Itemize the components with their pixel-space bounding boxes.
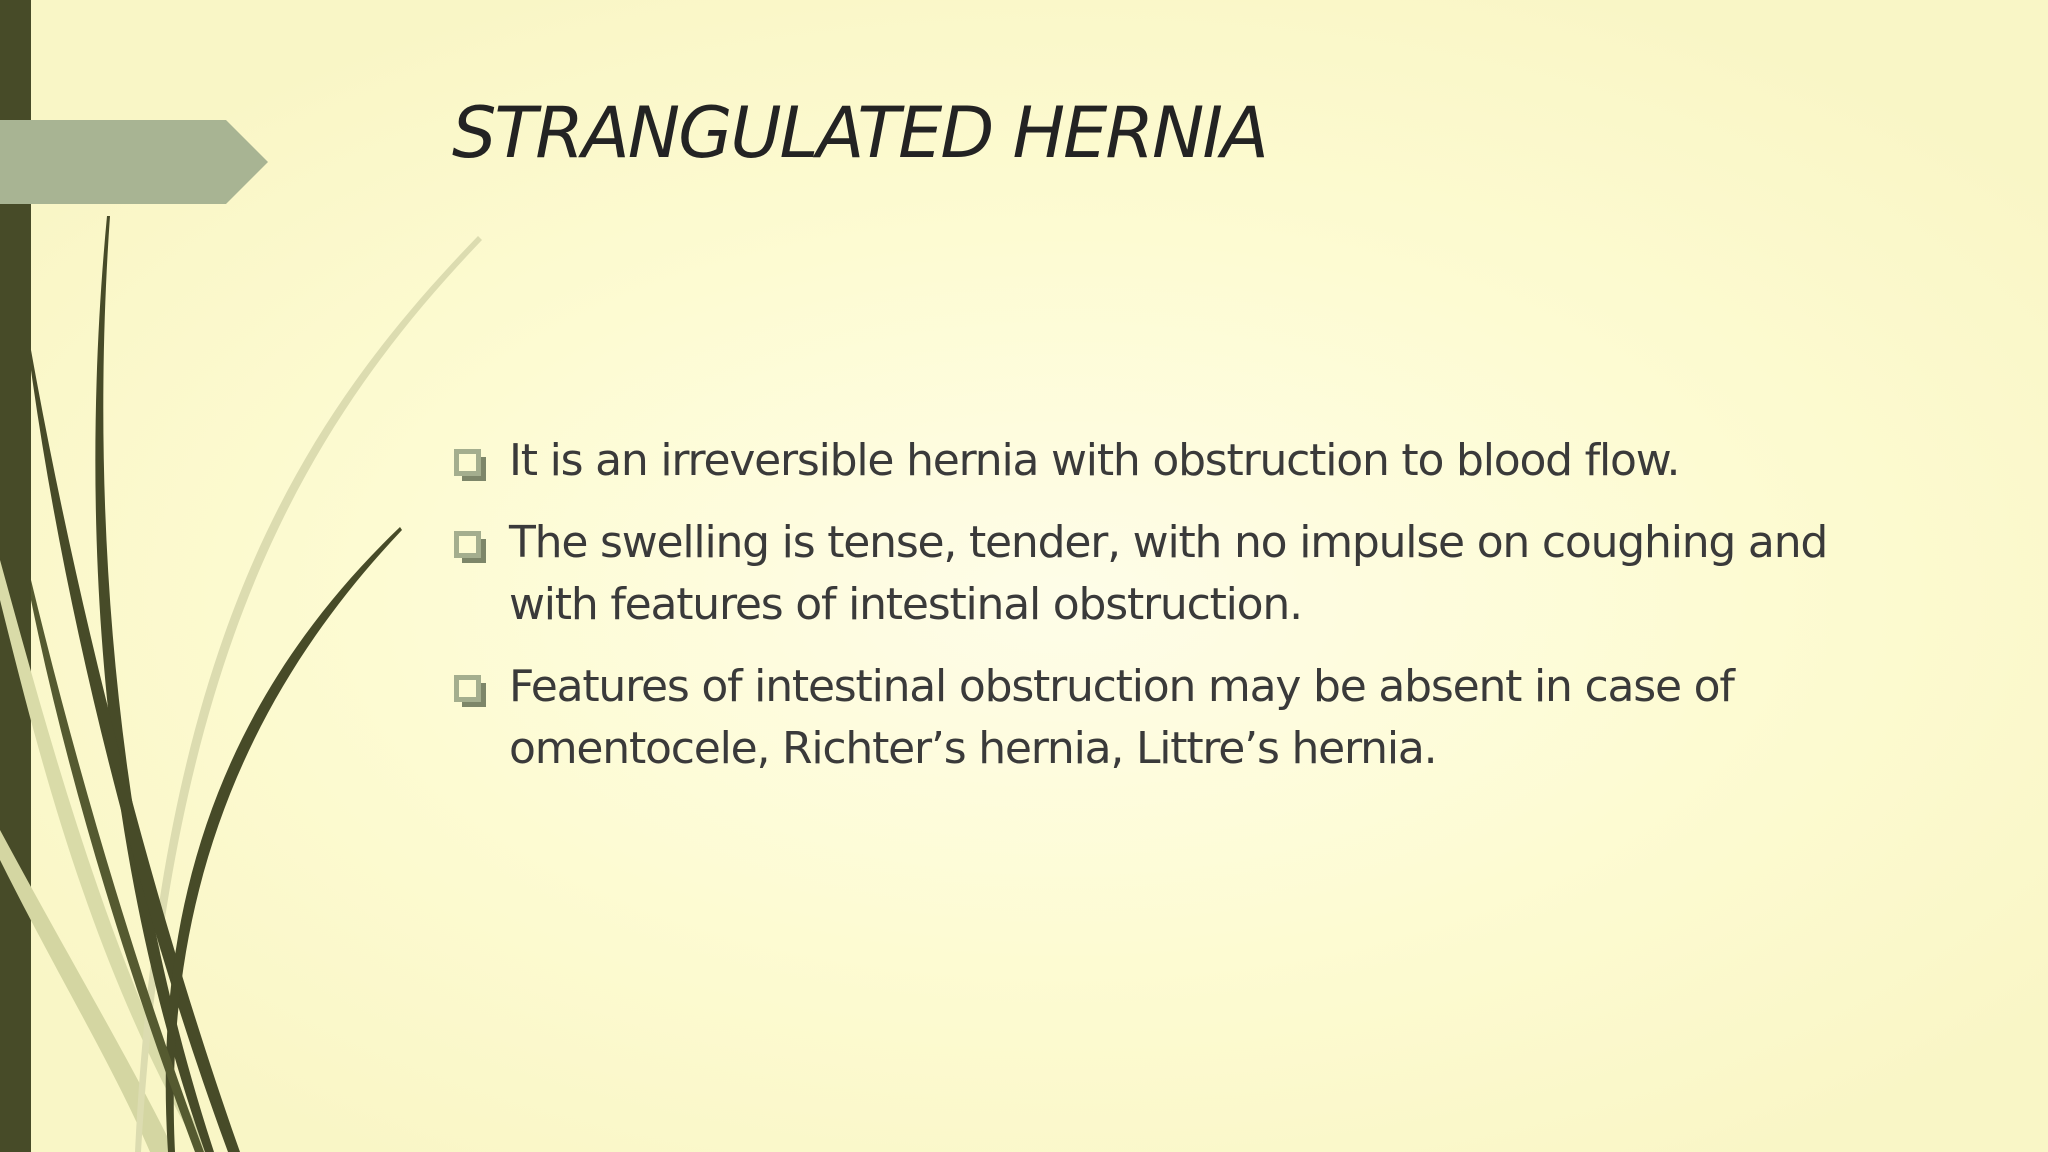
bullet-list: [452, 430, 1892, 800]
checkbox-square-icon: [454, 531, 486, 563]
bullet-text: The swelling is tense, tender, with no impulse on coughing and with features of intestinal obstruction.: [509, 517, 1828, 630]
slide-title: STRANGULATED HERNIA: [452, 92, 1267, 174]
checkbox-square-icon: [454, 675, 486, 707]
bullet-text: It is an irreversible hernia with obstruction to blood flow.: [509, 435, 1680, 486]
checkbox-square-icon: [454, 449, 486, 481]
bullet-item: [452, 430, 1892, 492]
bullet-text: Features of intestinal obstruction may be absent in case of omentocele, Richter’s hernia, Littre’s hernia.: [509, 661, 1734, 774]
bullet-item: [452, 656, 1892, 780]
bullet-item: [452, 512, 1892, 636]
